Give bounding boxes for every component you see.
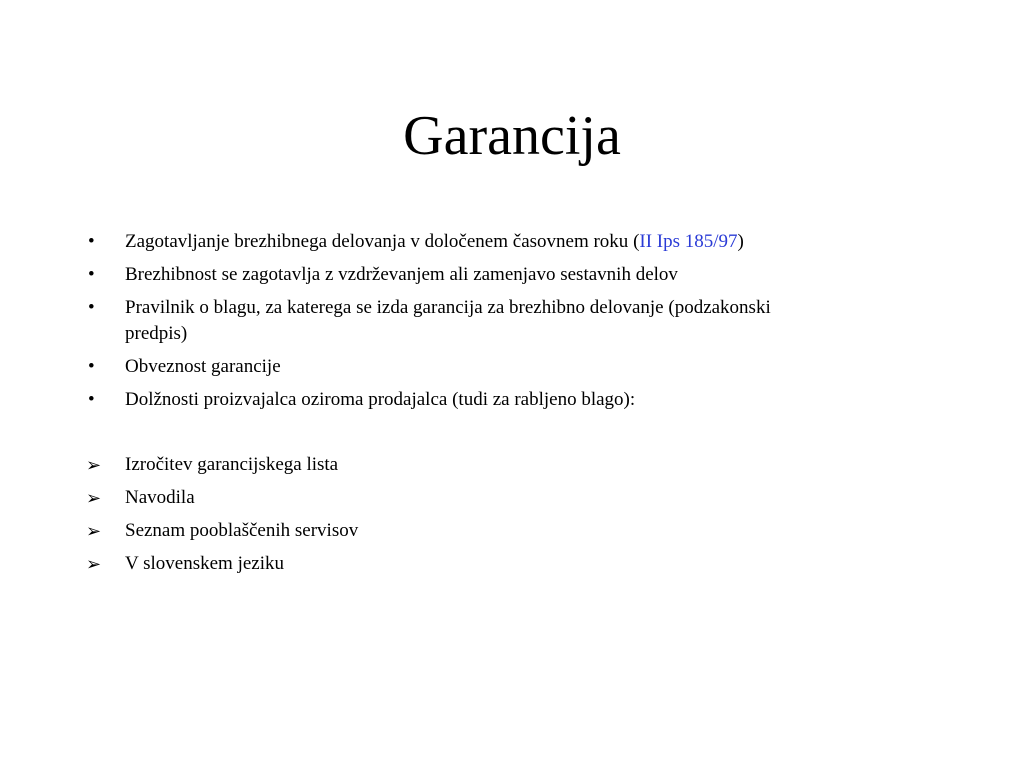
case-reference-link[interactable]: II Ips 185/97	[639, 231, 738, 252]
arrow-bullet-icon: ➢	[86, 455, 102, 475]
bullet-text: Brezhibnost se zagotavlja z vzdrževanjem ali zamenjavo sestavnih delov	[125, 264, 678, 285]
bullet-text: Obveznost garancije	[125, 356, 281, 377]
slide-title: Garancija	[403, 105, 621, 167]
bullet-marker: •	[88, 297, 95, 318]
bullet-text: Dolžnosti proizvajalca oziroma prodajalca (tudi za rabljeno blago):	[125, 389, 636, 410]
arrow-item-text: Izročitev garancijskega lista	[125, 454, 339, 475]
arrow-item-text: Seznam pooblaščenih servisov	[125, 520, 359, 541]
arrow-bullet-icon: ➢	[86, 554, 102, 574]
bullet-marker: •	[88, 231, 95, 252]
arrow-item-text: V slovenskem jeziku	[125, 553, 285, 574]
paren-open: (	[633, 231, 640, 252]
bullet-marker: •	[88, 356, 95, 377]
bullet-text-main: Zagotavljanje brezhibnega delovanja v določenem časovnem roku	[125, 231, 634, 252]
bullet-text	[125, 226, 925, 258]
bullet-text-line2: predpis)	[125, 323, 188, 344]
arrow-item-text: Navodila	[125, 487, 195, 508]
bullet-text: Pravilnik o blagu, za katerega se izda garancija za brezhibno delovanje (podzakonski	[125, 297, 771, 318]
paren-close: )	[737, 231, 744, 252]
arrow-bullet-icon: ➢	[86, 488, 102, 508]
bullet-marker: •	[88, 389, 95, 410]
bullet-marker: •	[88, 264, 95, 285]
arrow-bullet-icon: ➢	[86, 521, 102, 541]
